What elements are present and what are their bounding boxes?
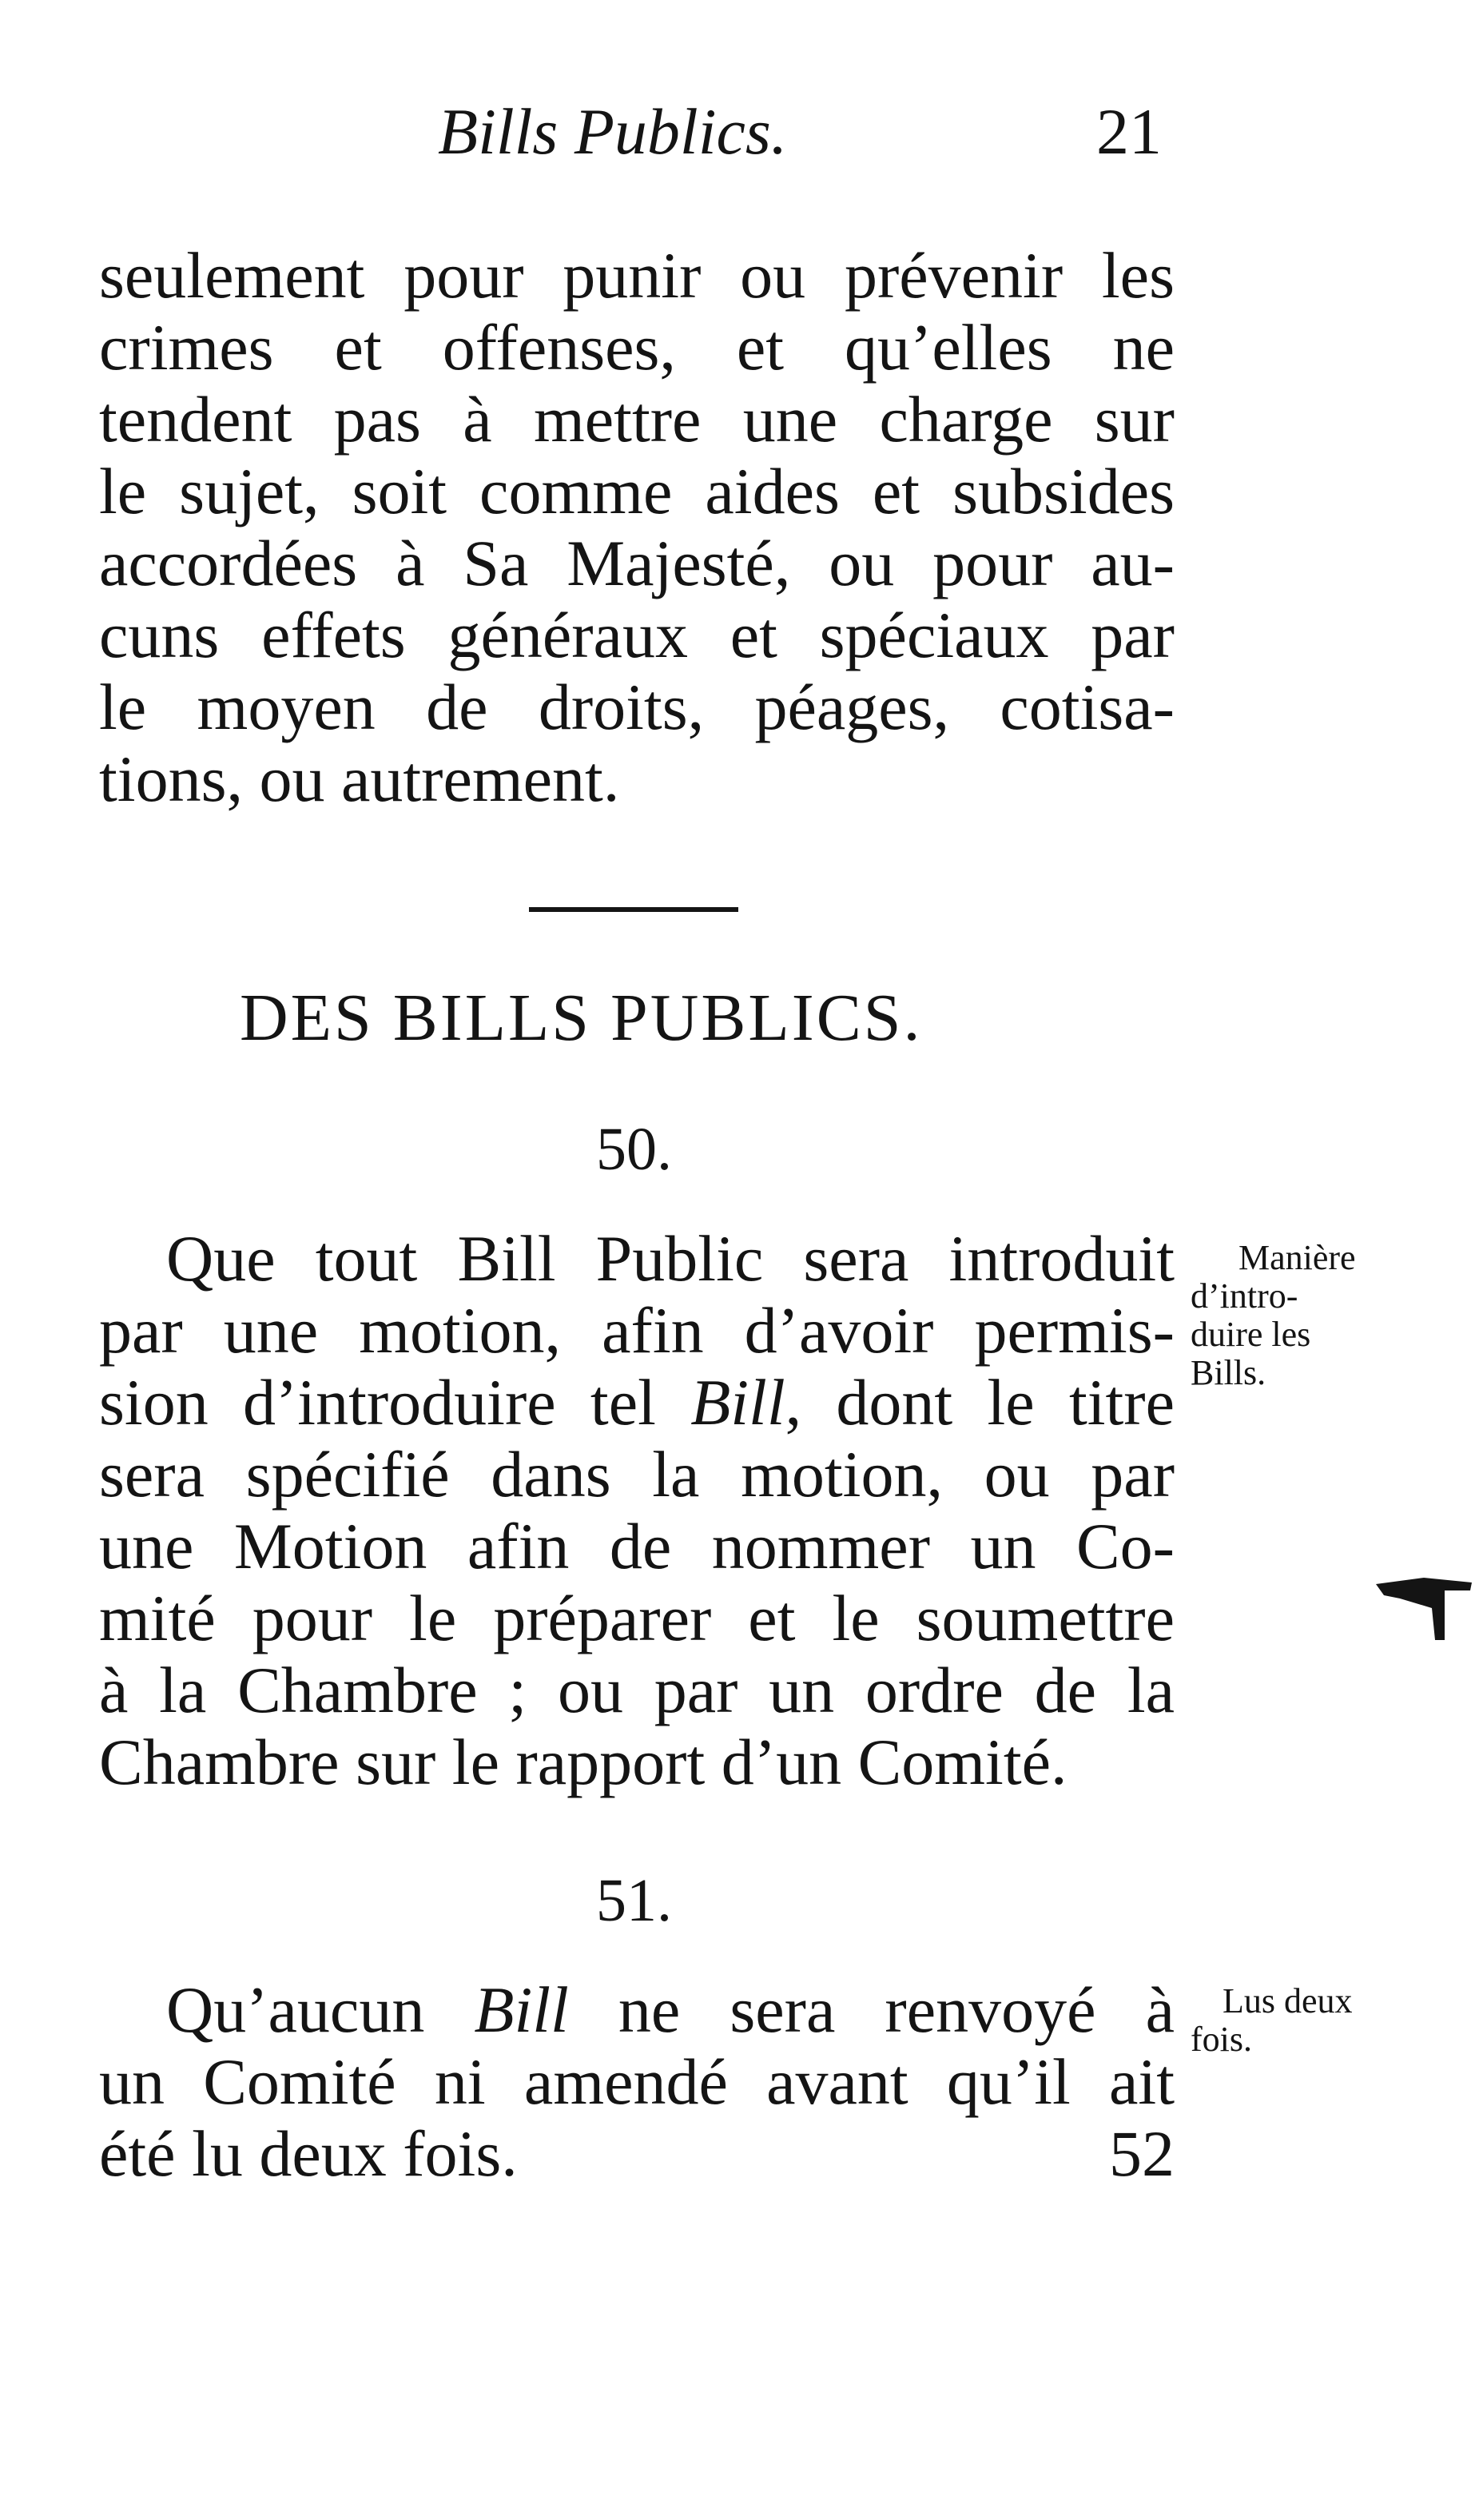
section-rule	[529, 907, 738, 912]
text-line: accordées à Sa Majesté, ou pour au-	[99, 527, 1175, 599]
continuation-paragraph	[99, 240, 1175, 815]
italic-term: Bill	[690, 1366, 785, 1439]
running-title: Bills Publics.	[438, 95, 788, 168]
text-line: le moyen de droits, péages, cotisa-	[99, 671, 1175, 743]
margin-note-line: fois.	[1191, 2020, 1252, 2059]
article-number-50: 50.	[596, 1116, 672, 1183]
text-line: le sujet, soit comme aides et subsides	[99, 455, 1175, 527]
page-number: 21	[1096, 95, 1162, 168]
text-line: mité pour le préparer et le soumettre	[99, 1582, 1175, 1654]
text-line: cuns effets généraux et spéciaux par	[99, 599, 1175, 671]
margin-note-line: Bills.	[1191, 1353, 1266, 1392]
margin-note-50	[1191, 1239, 1356, 1392]
text-line: seulement pour punir ou prévenir les	[99, 239, 1175, 312]
margin-note-line: Manière	[1238, 1238, 1356, 1277]
text-line: crimes et offenses, et qu’elles ne	[99, 311, 1175, 384]
text-line	[99, 2118, 1175, 2190]
catchword: 52	[1109, 2117, 1175, 2190]
text-line: tendent pas à mettre une charge sur	[99, 383, 1175, 456]
margin-note-line: Lus deux	[1223, 1981, 1353, 2020]
article-number-51: 51.	[596, 1867, 672, 1934]
margin-note-line: duire les	[1191, 1315, 1311, 1354]
text-line: un Comité ni amendé avant qu’il ait	[99, 2045, 1175, 2118]
margin-note-51	[1191, 1982, 1353, 2059]
text-line: par une motion, afin d’avoir permis-	[99, 1294, 1175, 1367]
margin-note-line: d’intro-	[1191, 1276, 1298, 1316]
text-line: Qu’aucun Bill ne sera renvoyé à	[166, 1973, 1175, 2046]
text-line: à la Chambre ; ou par un ordre de la	[99, 1654, 1175, 1726]
text-line: tions, ou autrement.	[99, 742, 620, 815]
running-head	[0, 94, 1479, 174]
text-line: sera spécifié dans la motion, ou par	[99, 1438, 1175, 1511]
pointing-hand-icon	[1368, 1567, 1477, 1646]
text-line: Que tout Bill Public sera introduit	[166, 1222, 1175, 1295]
text-line: sion d’introduire tel Bill, dont le titre	[99, 1366, 1175, 1439]
article-50-paragraph	[99, 1223, 1175, 1798]
italic-term: Bill	[474, 1973, 569, 2046]
article-51-paragraph	[99, 1974, 1175, 2190]
section-heading-text: DES BILLS PUBLICS.	[240, 981, 923, 1055]
text-line-content: été lu deux fois.	[99, 2117, 518, 2190]
text-line: Chambre sur le rapport d’un Comité.	[99, 1726, 1068, 1798]
text-line: une Motion afin de nommer un Co-	[99, 1510, 1175, 1582]
